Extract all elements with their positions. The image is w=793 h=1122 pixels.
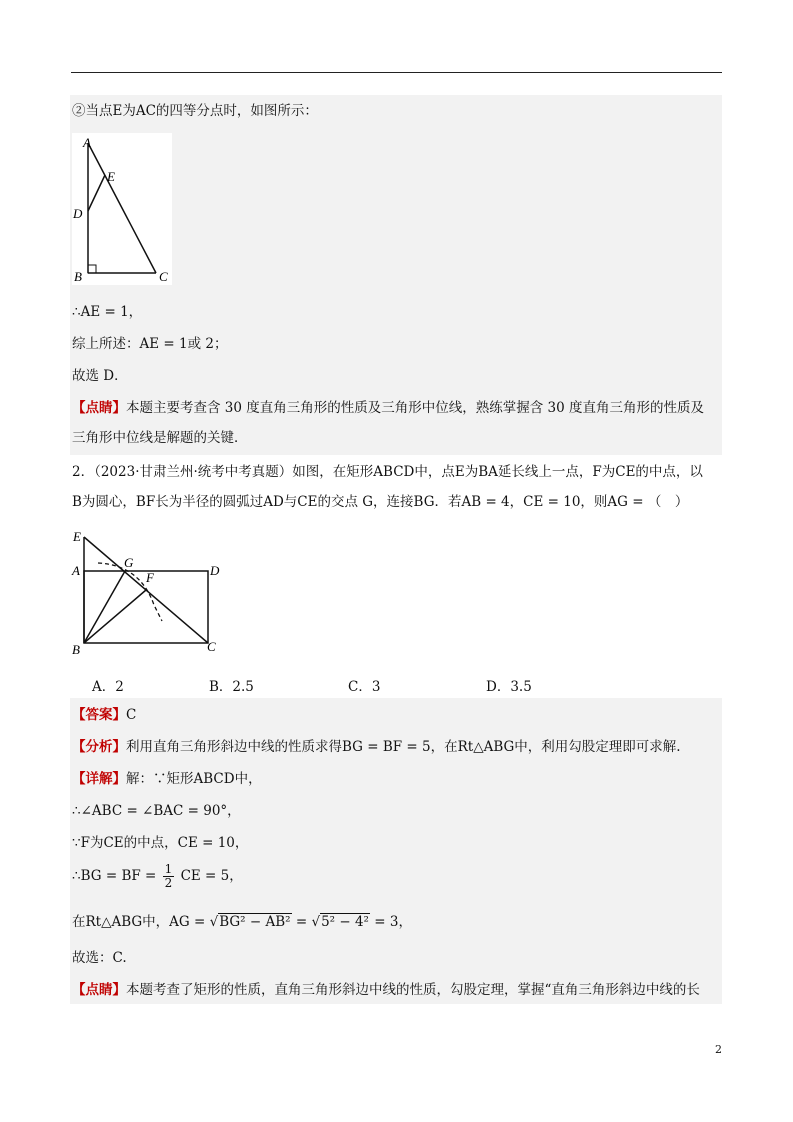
answer-line (72, 705, 136, 725)
question2-line1: 2．（2023·甘肃兰州·统考中考真题）如图，在矩形ABCD中，点E为BA延长线上一点，F为CE的中点，以 (72, 464, 703, 480)
fig2-label-c: C (207, 639, 216, 654)
detail-4-left: ∴BG = BF = (72, 868, 157, 884)
fig1-label-d: D (73, 206, 83, 221)
comment-line-1 (72, 398, 704, 418)
detail-5-mid: = (295, 914, 308, 930)
comment-tag-2: 【点睛】 (72, 982, 126, 998)
figure-2 (70, 527, 230, 657)
fig2-label-d: D (210, 563, 220, 578)
comment-text: 本题主要考查含 30 度直角三角形的性质及三角形中位线，熟练掌握含 30 度直角三角形的性质及 (126, 400, 705, 416)
analysis-tag: 【分析】 (72, 739, 126, 755)
comment-tag: 【点睛】 (72, 400, 126, 416)
answer-value: C (126, 707, 137, 723)
fraction-numerator: 1 (164, 862, 173, 876)
detail-4-right: CE = 5， (180, 868, 243, 884)
detail-5-right: = 3， (374, 914, 412, 930)
option-d-letter: D． (486, 679, 511, 695)
fig2-label-f: F (146, 570, 154, 585)
fig2-label-e: E (73, 529, 81, 544)
option-c-letter: C． (348, 679, 372, 695)
fig1-label-b: B (74, 269, 82, 284)
header-rule (71, 72, 722, 73)
option-d[interactable] (486, 675, 532, 695)
question2-line2: B为圆心，BF长为半径的圆弧过AD与CE的交点 G，连接BG．若AB = 4，CE = 10，则AG = （ ） (72, 494, 689, 510)
detail-line (72, 769, 262, 789)
sqrt-expression-1: BG² − AB² (219, 914, 291, 930)
option-a[interactable] (92, 675, 124, 695)
fig2-label-b: B (72, 642, 80, 657)
option-a-value: 2 (115, 679, 124, 695)
fig1-label-c: C (159, 269, 168, 284)
option-d-value: 3.5 (510, 679, 532, 695)
fig2-label-a: A (72, 563, 80, 578)
comment-line-2: 三角形中位线是解题的关键． (72, 430, 248, 446)
fig2-label-g: G (124, 555, 134, 570)
page-number: 2 (715, 1043, 722, 1056)
choose-line-2: 故选：C. (72, 950, 127, 966)
option-b[interactable] (209, 675, 254, 695)
analysis-line (72, 737, 681, 757)
option-c-value: 3 (371, 679, 381, 695)
comment-line-3 (72, 980, 700, 1000)
option-b-value: 2.5 (232, 679, 254, 695)
detail-line-4 (72, 862, 243, 890)
summary-line: 综上所述：AE = 1或 2； (72, 336, 228, 352)
fraction-denominator: 2 (164, 876, 173, 890)
fig1-label-e: E (107, 169, 115, 184)
fig1-label-a: A (83, 135, 91, 150)
comment-text-2: 本题考查了矩形的性质，直角三角形斜边中线的性质，勾股定理，掌握“直角三角形斜边中线的长 (126, 982, 700, 998)
detail-line-3: ∵F为CE的中点，CE = 10， (72, 835, 249, 851)
fraction-half (163, 863, 175, 890)
therefore-line: ∴AE = 1， (72, 304, 143, 320)
figure-1 (72, 133, 172, 285)
detail-text-1: 解：∵矩形ABCD中， (126, 771, 262, 787)
sqrt-expression-2: 5² − 4² (321, 914, 369, 930)
case-line: ②当点E为AC的四等分点时，如图所示： (72, 103, 318, 119)
detail-tag: 【详解】 (72, 771, 126, 787)
option-b-letter: B． (209, 679, 233, 695)
analysis-text: 利用直角三角形斜边中线的性质求得BG = BF = 5，在Rt△ABG中，利用勾股定理即可求解. (126, 739, 681, 755)
detail-line-5: 在Rt△ABG中，AG = √BG² − AB² = √5² − 4² = 3， (72, 914, 412, 930)
option-a-letter: A． (92, 679, 116, 695)
detail-5-left: 在Rt△ABG中，AG = (72, 914, 206, 930)
detail-line-2: ∴∠ABC = ∠BAC = 90°， (72, 803, 241, 819)
answer-tag: 【答案】 (72, 707, 126, 723)
option-c[interactable] (348, 675, 380, 695)
choose-line: 故选 D． (72, 368, 128, 384)
